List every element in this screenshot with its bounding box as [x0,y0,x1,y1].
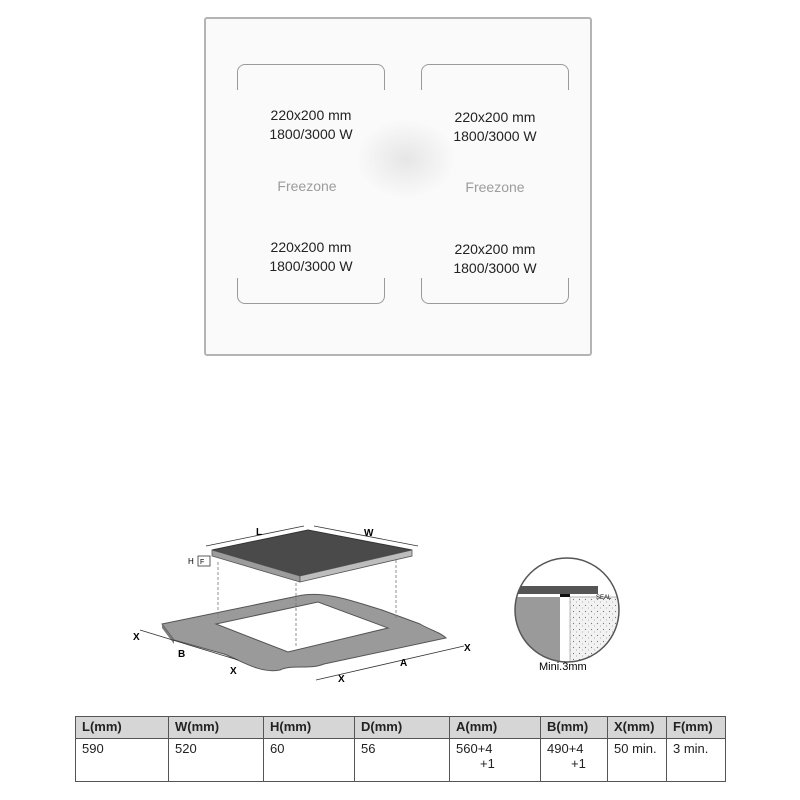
cell-A [450,739,541,782]
dimension-label-X-bottom: X [338,674,345,685]
dimension-label-A: A [400,658,408,669]
zone-size-bottom-right: 220x200 mm [454,241,536,257]
zone-size-top-right: 220x200 mm [454,109,536,125]
header-A: A(mm) [450,717,541,739]
header-F: F(mm) [667,717,726,739]
freezone-label-right: Freezone [465,179,525,195]
cell-A-sub: +1 [480,756,495,771]
zone-bracket-top [421,64,569,90]
dimension-label-W: W [364,528,374,539]
dimension-label-L: L [256,527,263,538]
cell-B-main: 490+4 [547,741,584,756]
seal-caption: Mini.3mm [539,661,587,673]
zone-power-top-left: 1800/3000 W [269,126,353,142]
freezone-label-left: Freezone [277,178,337,194]
zone-size-bottom-left: 220x200 mm [270,239,352,255]
hob-top-view [204,17,592,356]
zone-power-bottom-left: 1800/3000 W [269,258,353,274]
zone-bracket-top [237,64,385,90]
dimension-label-X-right: X [464,643,471,654]
header-W: W(mm) [169,717,264,739]
table-row [76,739,726,782]
cell-A-main: 560+4 [456,741,493,756]
dimension-label-X-bottom-left: X [230,666,237,677]
cell-W: 520 [169,739,264,782]
zone-bracket-bottom [421,278,569,304]
cell-D: 56 [355,739,450,782]
header-X: X(mm) [608,717,667,739]
seal-detail-diagram [512,556,622,674]
cell-B-sub: +1 [571,756,586,771]
header-H: H(mm) [264,717,355,739]
cell-L: 590 [76,739,169,782]
zone-size-top-left: 220x200 mm [270,107,352,123]
seal-label: SEAL [596,595,612,601]
cell-F: 3 min. [667,739,726,782]
dimension-label-F: F [200,559,205,566]
zone-power-bottom-right: 1800/3000 W [453,260,537,276]
zone-bracket-bottom [237,278,385,304]
installation-diagram [120,520,500,690]
dimension-label-H: H [188,557,194,566]
dimension-label-B: B [178,649,186,660]
cell-B [541,739,608,782]
dimension-label-X-left: X [133,632,140,643]
cell-H: 60 [264,739,355,782]
header-B: B(mm) [541,717,608,739]
zone-power-top-right: 1800/3000 W [453,128,537,144]
cell-X: 50 min. [608,739,667,782]
dimensions-table [75,716,726,782]
header-D: D(mm) [355,717,450,739]
header-L: L(mm) [76,717,169,739]
table-header-row [76,717,726,739]
